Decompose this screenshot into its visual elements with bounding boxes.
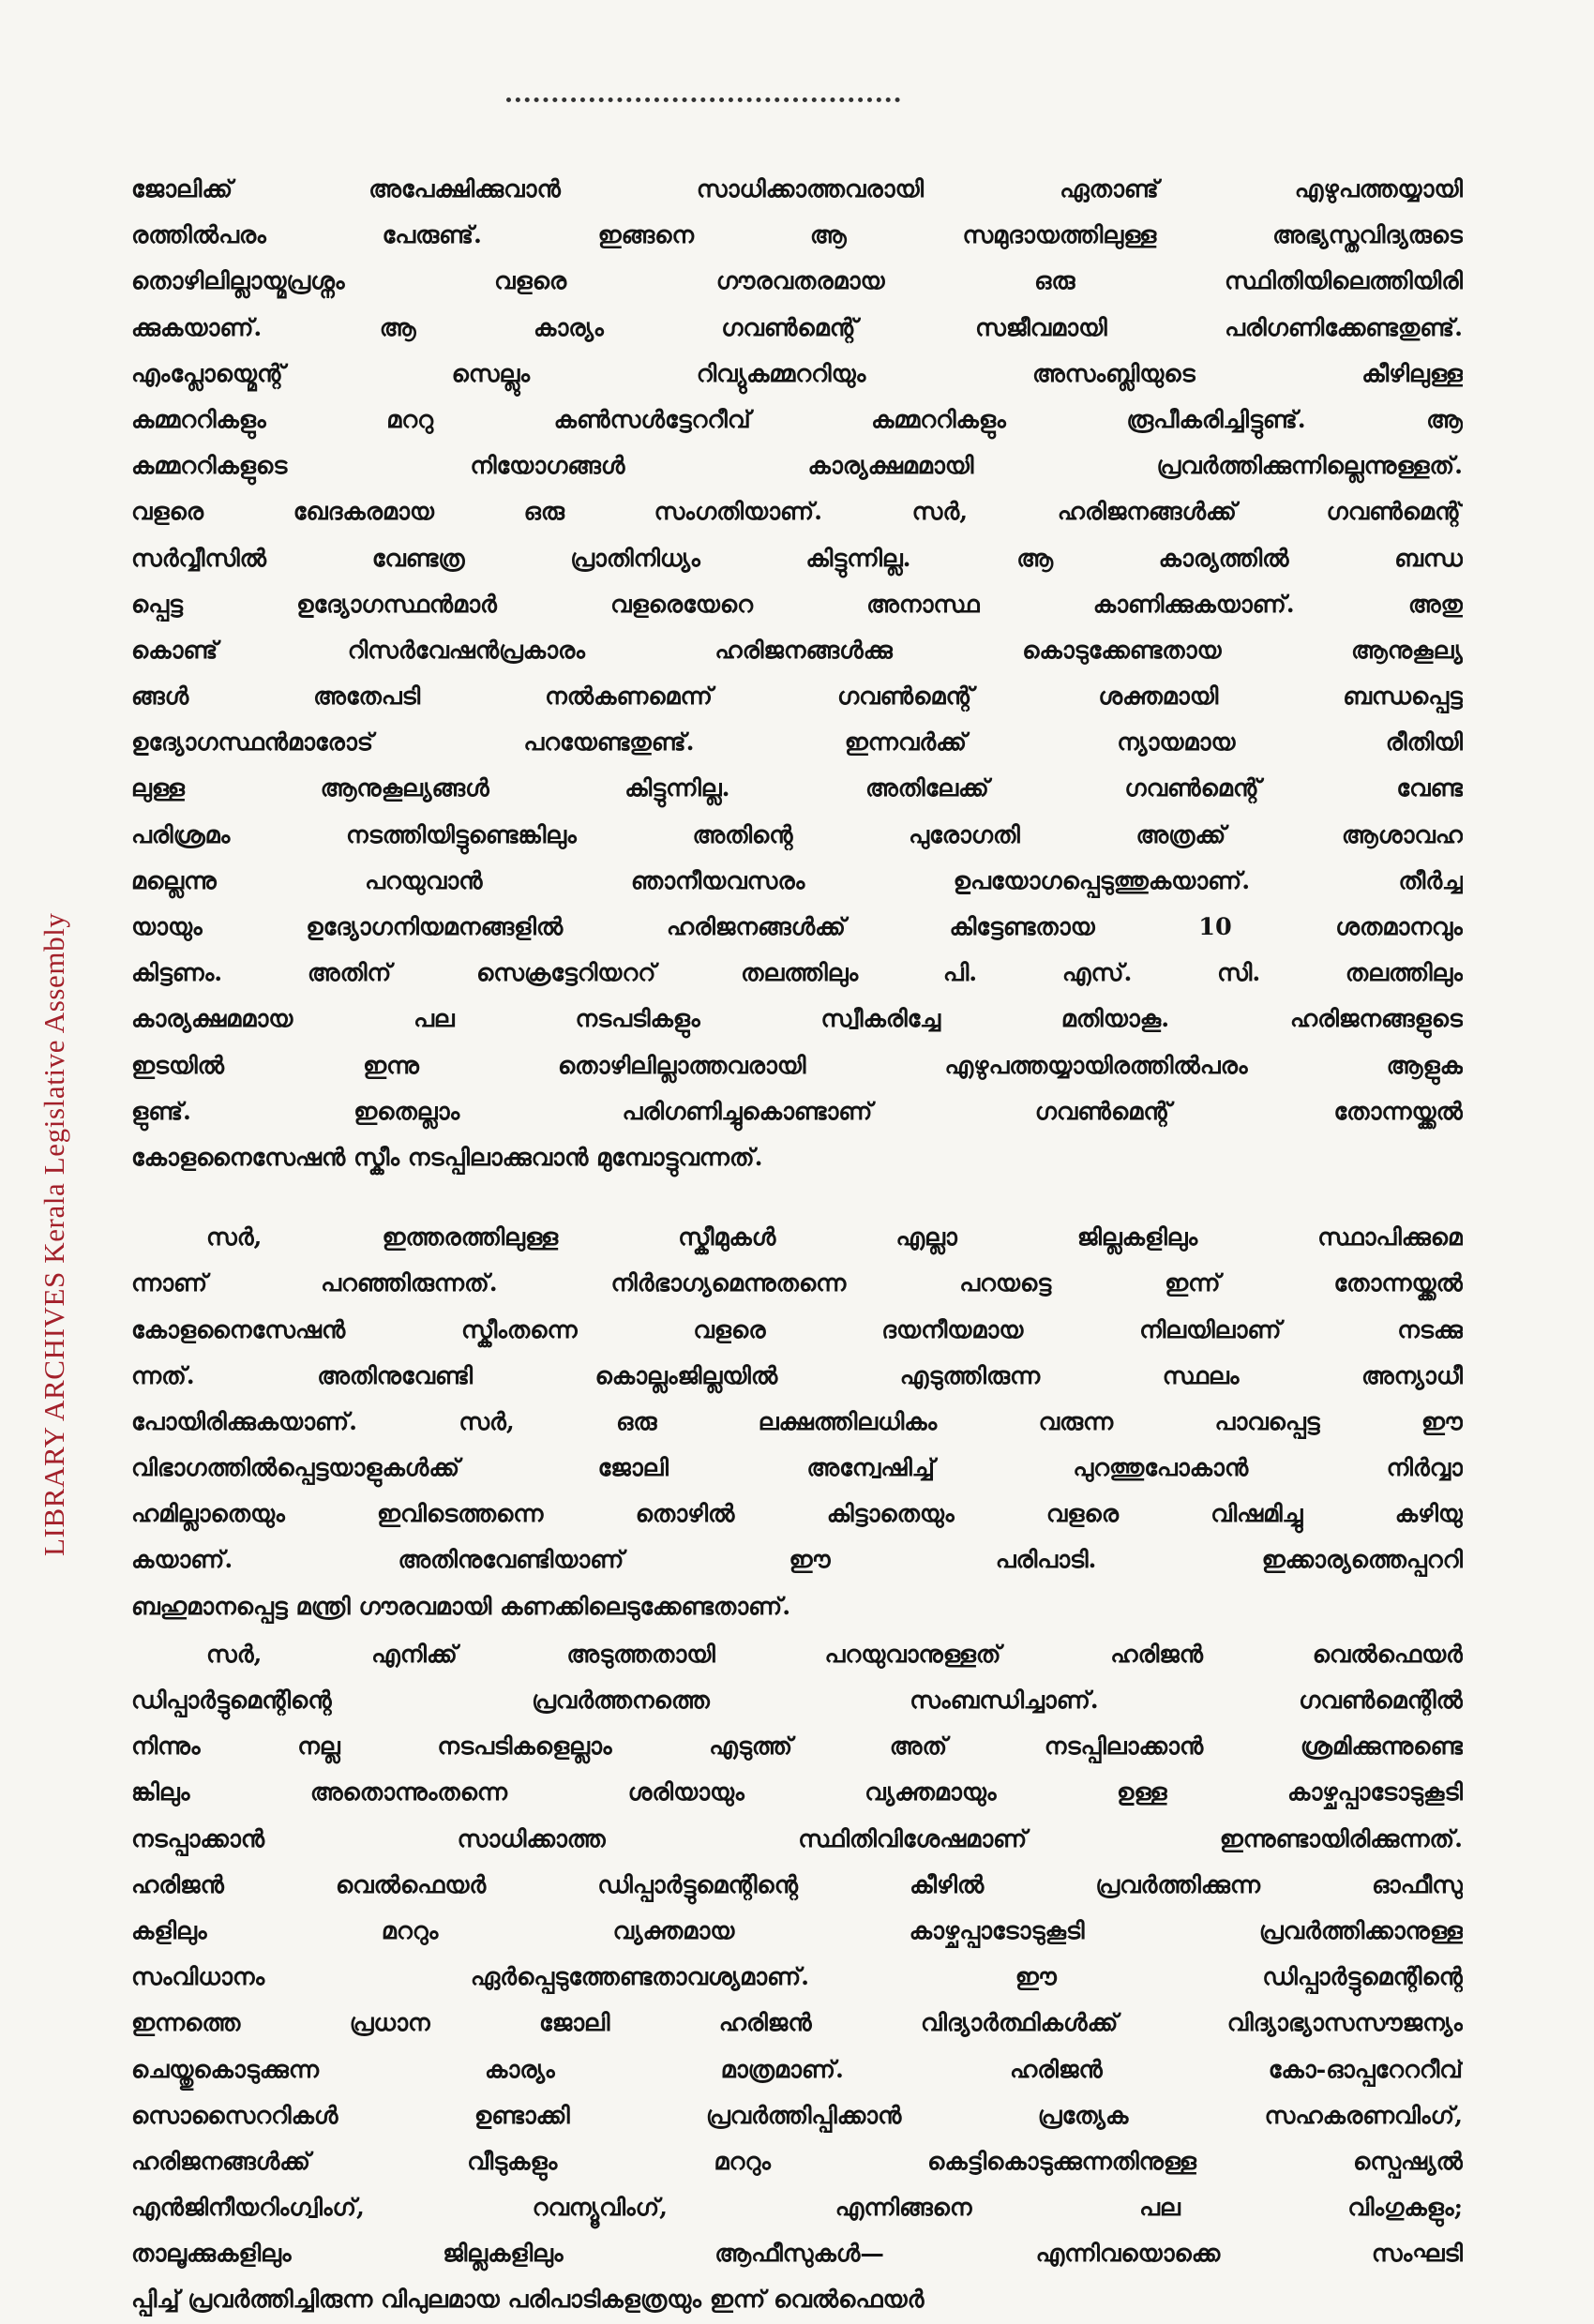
paragraph — [131, 1632, 1463, 2324]
text-line: ങ്കിലും അതൊന്നുംതന്നെ ശരിയായും വ്യക്തമായും ഉള്ള കാഴ്ചപ്പാടോടുകൂടി — [131, 1778, 1463, 1807]
text-line: ഇടയിൽ ഇന്നു തൊഴിലില്ലാത്തവരായി എഴുപത്തയ്യായിരത്തിൽപരം ആളുക — [131, 1051, 1463, 1080]
text-line: സൊസൈററികൾ ഉണ്ടാക്കി പ്രവർത്തിപ്പിക്കാൻ പ്രത്യേക സഹകരണവിംഗ്, — [131, 2101, 1463, 2130]
text-line: പ്പിച്ച് പ്രവർത്തിച്ചിരുന്ന വിപുലമായ പരിപാടികളത്രയും ഇന്ന് വെൽഫെയർ — [131, 2286, 925, 2315]
text-line: സർ, എനിക്ക് അടുത്തതായി പറയുവാനുള്ളത് ഹരിജൻ വെൽഫെയർ — [206, 1640, 1463, 1669]
text-line: ളുണ്ട്. ഇതെല്ലാം പരിഗണിച്ചുകൊണ്ടാണ് ഗവൺമെന്റ് തോന്നയ്ക്കൽ — [131, 1097, 1463, 1126]
text-line: എൻജിനീയറിംഗ്വിംഗ്, റവന്യൂവിംഗ്, എന്നിങ്ങനെ പല വിംഗുകളും; — [131, 2194, 1463, 2223]
text-line: ബഹുമാനപ്പെട്ട മന്ത്രി ഗൗരവമായി കണക്കിലെടുക്കേണ്ടതാണ്. — [131, 1592, 791, 1621]
text-line: ഉദ്യോഗസ്ഥൻമാരോട് പറയേണ്ടതുണ്ട്. ഇന്നവർക്ക് ന്യായമായ രീതിയി — [131, 728, 1463, 757]
text-line: കയാണ്. അതിനുവേണ്ടിയാണ് ഈ പരിപാടി. ഇക്കാര്യത്തെപ്പററി — [131, 1546, 1463, 1575]
text-line: ചെയ്തുകൊടുക്കുന്ന കാര്യം മാത്രമാണ്. ഹരിജൻ കോ-ഓപ്പറേററീവ് — [131, 2055, 1463, 2084]
text-line: കിട്ടണം. അതിന് സെക്രട്ടേറിയററ് തലത്തിലും പി. എസ്. സി. തലത്തിലും — [131, 959, 1463, 988]
text-line: ഡിപ്പാർട്ടുമെന്റിന്റെ പ്രവർത്തനത്തെ സംബന്ധിച്ചാണ്. ഗവൺമെന്റിൽ — [131, 1687, 1463, 1715]
text-line: കമ്മററികളും മററു കൺസൾട്ടേററീവ് കമ്മററികളും രൂപീകരിച്ചിട്ടുണ്ട്. ആ — [131, 405, 1463, 434]
text-line: സർവ്വീസിൽ വേണ്ടത്ര പ്രാതിനിധ്യം കിട്ടുന്നില്ല. ആ കാര്യത്തിൽ ബന്ധ — [131, 544, 1463, 573]
text-line: പരിശ്രമം നടത്തിയിട്ടുണ്ടെങ്കിലും അതിന്റെ പുരോഗതി അത്രക്ക് ആശാവഹ — [131, 820, 1463, 849]
text-line: താലൂക്കുകളിലും ജില്ലകളിലും ആഫീസുകൾ— എന്നിവയൊക്കെ സംഘടി — [131, 2240, 1463, 2269]
text-line: ഹരിജനങ്ങൾക്ക് വീടുകളും മററും കെട്ടികൊടുക്കുന്നതിനുള്ള സ്പെഷ്യൽ — [131, 2147, 1463, 2176]
page-header-rule — [506, 97, 900, 102]
paragraph — [131, 1215, 1463, 1630]
text-line: കാര്യക്ഷമമായ പല നടപടികളും സ്വീകരിച്ചേ മതിയാകൂ. ഹരിജനങ്ങളുടെ — [131, 1005, 1463, 1034]
text-line: കൊണ്ട് റിസർവേഷൻപ്രകാരം ഹരിജനങ്ങൾക്കു കൊടുക്കേണ്ടതായ ആനുകൂല്യ — [131, 636, 1463, 665]
text-line: കളിലും മററും വ്യക്തമായ കാഴ്ചപ്പാടോടുകൂടി പ്രവർത്തിക്കാനുള്ള — [131, 1916, 1463, 1945]
text-line: വളരെ ഖേദകരമായ ഒരു സംഗതിയാണ്. സർ, ഹരിജനങ്ങൾക്ക് ഗവൺമെന്റ് — [131, 498, 1463, 527]
text-line: നടപ്പാക്കാൻ സാധിക്കാത്ത സ്ഥിതിവിശേഷമാണ് ഇന്നുണ്ടായിരിക്കുന്നത്. — [131, 1824, 1463, 1853]
text-line: ലുള്ള ആനുകൂല്യങ്ങൾ കിട്ടുന്നില്ല. അതിലേക്ക് ഗവൺമെന്റ് വേണ്ട — [131, 774, 1463, 803]
text-line: സംവിധാനം ഏർപ്പെടുത്തേണ്ടതാവശ്യമാണ്. ഈ ഡിപ്പാർട്ടുമെന്റിന്റെ — [131, 1963, 1463, 1992]
text-line: വിഭാഗത്തിൽപ്പെട്ടയാളുകൾക്ക് ജോലി അന്വേഷിച്ച് പുറത്തുപോകാൻ നിർവ്വാ — [131, 1454, 1463, 1483]
text-line: ന്നത്. അതിനുവേണ്ടി കൊല്ലംജില്ലയിൽ എടുത്തിരുന്ന സ്ഥലം അന്യാധീ — [131, 1361, 1463, 1390]
text-line: യായും ഉദ്യോഗനിയമനങ്ങളിൽ ഹരിജനങ്ങൾക്ക് കിട്ടേണ്ടതായ 10 ശതമാനവും — [131, 913, 1463, 941]
paragraph — [131, 167, 1463, 1181]
text-line: കോളനൈസേഷൻ സ്കീം നടപ്പിലാക്കുവാൻ മുമ്പോട്ടുവന്നത്. — [131, 1143, 763, 1172]
text-line: പോയിരിക്കുകയാണ്. സർ, ഒരു ലക്ഷത്തിലധികം വരുന്ന പാവപ്പെട്ട ഈ — [131, 1407, 1463, 1436]
body-text — [131, 167, 1463, 2324]
text-line: മല്ലെന്നു പറയുവാൻ ഞാനീയവസരം ഉപയോഗപ്പെടുത്തുകയാണ്. തീർച്ച — [131, 866, 1463, 895]
text-line: കമ്മററികളുടെ നിയോഗങ്ങൾ കാര്യക്ഷമമായി പ്രവർത്തിക്കുന്നില്ലെന്നുള്ളത്. — [131, 452, 1463, 481]
text-line: ങ്ങൾ അതേപടി നൽകണമെന്ന് ഗവൺമെന്റ് ശക്തമായി ബന്ധപ്പെട്ട — [131, 682, 1463, 712]
text-line: രത്തിൽപരം പേരുണ്ട്. ഇങ്ങനെ ആ സമുദായത്തിലുള്ള അഭ്യസ്തവിദ്യരുടെ — [131, 221, 1463, 250]
archive-watermark: LIBRARY ARCHIVES Kerala Legislative Assembly — [38, 912, 70, 1556]
text-line: പ്പെട്ട ഉദ്യോഗസ്ഥൻമാർ വളരെയേറെ അനാസ്ഥ കാണിക്കുകയാണ്. അതു — [131, 590, 1463, 619]
text-line: ന്നാണ് പറഞ്ഞിരുന്നത്. നിർഭാഗ്യമെന്നുതന്നെ പറയട്ടെ ഇന്ന് തോന്നയ്ക്കൽ — [131, 1269, 1463, 1298]
text-line: ക്കുകയാണ്. ആ കാര്യം ഗവൺമെന്റ് സജീവമായി പരിഗണിക്കേണ്ടതുണ്ട്. — [131, 313, 1463, 342]
text-line: എംപ്ലോയ്മെന്റ് സെല്ലും റിവ്യുകമ്മററിയും അസംബ്ലിയുടെ കീഴിലുള്ള — [131, 359, 1463, 388]
text-line: സർ, ഇത്തരത്തിലുള്ള സ്കീമുകൾ എല്ലാ ജില്ലകളിലും സ്ഥാപിക്കുമെ — [206, 1223, 1463, 1252]
text-line: ഇന്നത്തെ പ്രധാന ജോലി ഹരിജൻ വിദ്യാർത്ഥികൾക്ക് വിദ്യാഭ്യാസസൗജന്യം — [131, 2009, 1463, 2038]
text-line: ഹമില്ലാതെയും ഇവിടെത്തന്നെ തൊഴിൽ കിട്ടാതെയും വളരെ വിഷമിച്ചു കഴിയു — [131, 1500, 1463, 1529]
text-line: നിന്നും നല്ല നടപടികളെല്ലാം എടുത്ത് അത് നടപ്പിലാക്കാൻ ശ്രമിക്കുന്നുണ്ടെ — [131, 1732, 1463, 1762]
text-line: കോളനൈസേഷൻ സ്കീംതന്നെ വളരെ ദയനീയമായ നിലയിലാണ് നടക്കു — [131, 1315, 1463, 1344]
text-line: തൊഴിലില്ലായ്മപ്രശ്നം വളരെ ഗൗരവതരമായ ഒരു സ്ഥിതിയിലെത്തിയിരി — [131, 267, 1463, 296]
text-line: ഹരിജൻ വെൽഫെയർ ഡിപ്പാർട്ടുമെന്റിന്റെ കീഴിൽ പ്രവർത്തിക്കുന്ന ഓഫീസു — [131, 1870, 1463, 1899]
text-line: ജോലിക്ക് അപേക്ഷിക്കുവാൻ സാധിക്കാത്തവരായി ഏതാണ്ട് എഴുപത്തയ്യായി — [131, 175, 1463, 203]
